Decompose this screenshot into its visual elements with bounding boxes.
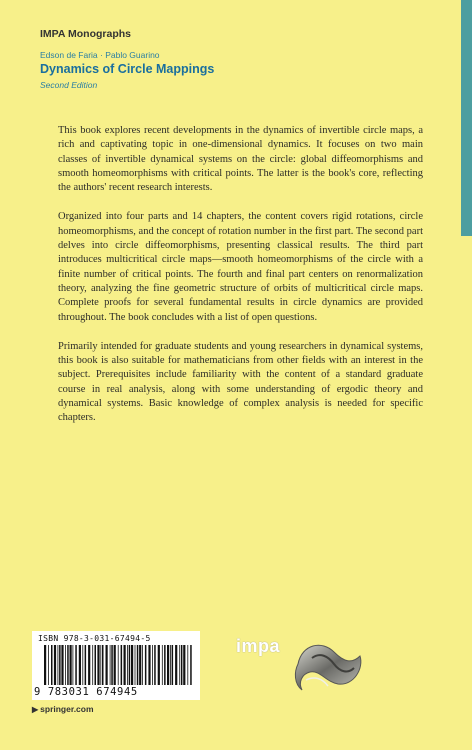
barcode-bars (44, 645, 194, 685)
series-name: IMPA Monographs (40, 28, 131, 40)
authors: Edson de Faria · Pablo Guarino (40, 50, 160, 60)
book-title: Dynamics of Circle Mappings (40, 62, 215, 76)
publisher-link[interactable] (32, 704, 94, 714)
back-cover-blurb (58, 124, 423, 441)
blurb-paragraph-2: Organized into four parts and 14 chapters, the content covers rigid rotations, circle homeomorphisms, and the concept of rotation number in the first part. The second part delves into circle diffeomorphisms, presenting classical results. The third part introduces multicritical circle maps—smooth homeomorphisms of the circle with a finite number of critical points. The fourth and final part centers on renormalization theory, analyzing the fine geometric structure of orbits of multicritical circle maps. Complete proofs for several fundamental results in circle dynamics are provided throughout. The book concludes with a list of open questions. (58, 211, 423, 323)
mobius-strip-icon (292, 634, 366, 700)
blurb-paragraph-3: Primarily intended for graduate students and young researchers in dynamical systems, this book is also suitable for mathematicians from other fields with an interest in the subject. Prerequisites include familiarity with the content of a standard graduate course in real analysis, along with some understanding of ergodic theory and dynamical systems. Basic knowledge of complex analysis is needed for specific chapters. (58, 340, 423, 424)
impa-logo (236, 630, 366, 704)
isbn-label: ISBN 978-3-031-67494-5 (38, 634, 151, 643)
teal-accent-bar (461, 0, 472, 236)
impa-logo-text: impa (236, 636, 281, 656)
edition: Second Edition (40, 80, 98, 90)
publisher-url: springer.com (40, 704, 94, 714)
isbn-digits: 9 783031 674945 (34, 686, 138, 698)
isbn-barcode (32, 631, 200, 700)
blurb-paragraph-1: This book explores recent developments in the dynamics of invertible circle maps, a rich and captivating topic in one-dimensional dynamics. It focuses on two main classes of invertible dynamical systems on the circle: global diffeomorphisms and smooth homeomorphisms with critical points. The latter is the book's core, reflecting the authors' recent research interests. (58, 125, 423, 194)
arrow-right-icon: ▶ (32, 705, 39, 714)
